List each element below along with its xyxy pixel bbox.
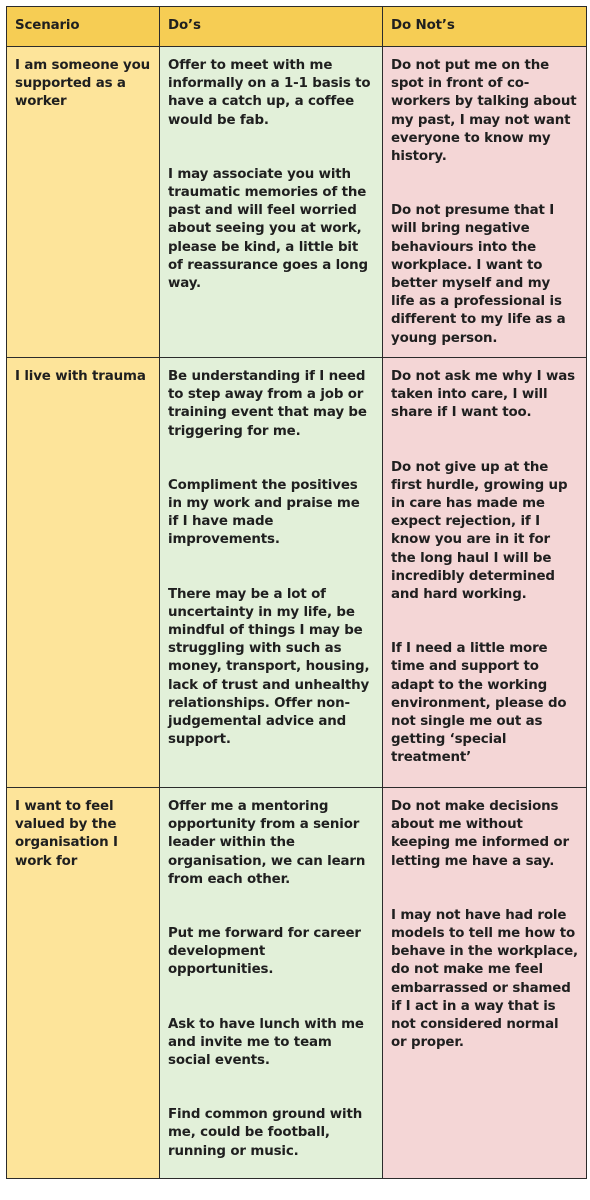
guidance-table-container [6,6,586,1179]
header-scenario: Scenario [7,7,160,47]
scenario-text: I want to feel valued by the organisation I work for [15,799,118,869]
scenario-text: I live with trauma [15,369,146,384]
table-row [7,358,587,788]
donts-cell [383,358,587,788]
scenario-text: I am someone you supported as a worker [15,58,151,110]
donts-item: Do not give up at the first hurdle, growing up in care has made me expect rejection, if I know you are in it for the long haul I will be incredibly determined and hard working. [391,459,568,603]
header-row [7,7,587,47]
dos-item: I may associate you with traumatic memories of the past and will feel worried about seeing you at work, please be kind, a little bit of reassurance goes a long way. [168,166,368,292]
dos-item: Compliment the positives in my work and praise me if I have made improvements. [168,477,360,548]
dos-item: There may be a lot of uncertainty in my life, be mindful of things I may be struggling with such as money, transport, housing, lack of trust and unhealthy relationships. Offer non-judgemental advice and support. [168,586,370,748]
scenario-cell [7,47,160,358]
dos-item: Ask to have lunch with me and invite me to team social events. [168,1016,364,1069]
dos-item: Be understanding if I need to step away from a job or training event that may be triggering for me. [168,369,367,439]
dos-item: Put me forward for career development opportunities. [168,926,361,978]
table-row [7,47,587,358]
dos-item: Find common ground with me, could be football, running or music. [168,1107,363,1159]
donts-cell [383,47,587,358]
scenario-cell [7,788,160,1179]
donts-item: Do not make decisions about me without keeping me informed or letting me have a say. [391,799,569,869]
dos-cell [160,47,383,358]
donts-item: If I need a little more time and support to adapt to the working environment, please do not single me out as getting ‘special treatment’ [391,641,567,766]
table-row [7,788,587,1179]
donts-item: I may not have had role models to tell me how to behave in the workplace, do not make me feel embarrassed or shamed if I act in a way that is not considered normal or proper. [391,907,578,1051]
dos-item: Offer me a mentoring opportunity from a senior leader within the organisation, we can learn from each other. [168,799,366,887]
header-donts: Do Not’s [383,7,587,47]
donts-item: Do not presume that I will bring negative behaviours into the workplace. I want to better myself and my life as a professional is different to my life as a young person. [391,203,566,346]
dos-cell [160,788,383,1179]
header-dos: Do’s [160,7,383,47]
dos-cell [160,358,383,788]
dos-item: Offer to meet with me informally on a 1-1 basis to have a catch up, a coffee would be fab. [168,58,371,128]
guidance-table [6,6,587,1179]
scenario-cell [7,358,160,788]
donts-item: Do not ask me why I was taken into care, I will share if I want too. [391,369,575,421]
donts-cell [383,788,587,1179]
donts-item: Do not put me on the spot in front of co-workers by talking about my past, I may not want everyone to know my history. [391,58,577,165]
